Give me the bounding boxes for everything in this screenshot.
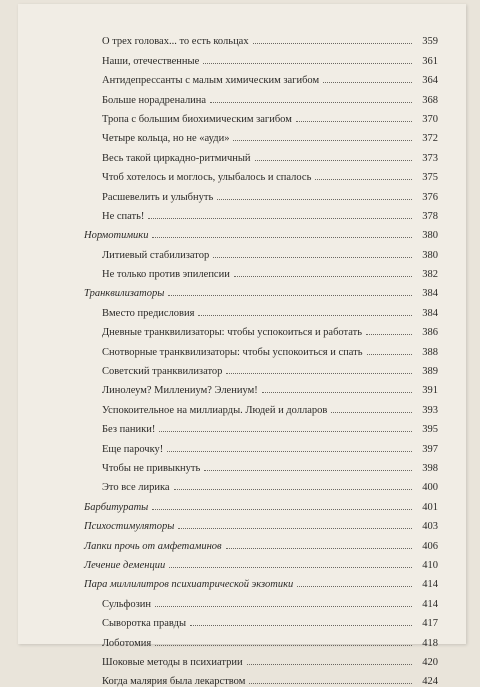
toc-entry-title: Чтобы не привыкнуть [102, 462, 201, 474]
toc-section-entry [84, 222, 438, 241]
toc-subsection-entry [84, 668, 438, 687]
dot-leader [217, 198, 412, 200]
dot-leader [233, 139, 412, 141]
toc-subsection-entry [84, 203, 438, 222]
dot-leader [203, 62, 412, 64]
toc-entry-title: Снотворные транквилизаторы: чтобы успокоиться и спать [102, 346, 363, 358]
toc-entry-title: Нормотимики [84, 230, 149, 242]
toc-subsection-entry [84, 28, 438, 47]
dot-leader [323, 81, 412, 83]
toc-page-number: 393 [422, 404, 438, 416]
toc-entry-title: Чтоб хотелось и моглось, улыбалось и спалось [102, 172, 312, 184]
toc-subsection-entry [84, 377, 438, 396]
toc-entry-title: Лапки прочь от амфетаминов [84, 540, 222, 552]
dot-leader [198, 314, 412, 316]
toc-subsection-entry [84, 319, 438, 338]
toc-section-entry [84, 571, 438, 590]
toc-section-entry [84, 552, 438, 571]
toc-subsection-entry [84, 106, 438, 125]
dot-leader [213, 256, 412, 258]
dot-leader [234, 275, 412, 277]
toc-page-number: 410 [422, 559, 438, 571]
dot-leader [152, 508, 412, 510]
toc-page-number: 368 [422, 94, 438, 106]
toc-page-number: 420 [422, 656, 438, 668]
toc-entry-title: Тропа с большим биохимическим загибом [102, 113, 292, 125]
toc-subsection-entry [84, 144, 438, 163]
toc-entry-title: Линолеум? Миллениум? Элениум! [102, 385, 258, 397]
toc-page-number: 384 [422, 307, 438, 319]
toc-entry-title: Не спать! [102, 210, 145, 222]
toc-entry-title: Наши, отечественные [102, 55, 200, 67]
toc-subsection-entry [84, 474, 438, 493]
toc-entry-title: Литиевый стабилизатор [102, 249, 210, 261]
toc-entry-title: Четыре кольца, но не «ауди» [102, 133, 230, 145]
dot-leader [255, 159, 412, 161]
toc-entry-title: Шоковые методы в психиатрии [102, 656, 243, 668]
toc-page-number: 380 [422, 249, 438, 261]
toc-entry-title: Успокоительное на миллиарды. Людей и долларов [102, 404, 328, 416]
toc-subsection-entry [84, 299, 438, 318]
toc-subsection-entry [84, 183, 438, 202]
toc-entry-title: Антидепрессанты с малым химическим загибом [102, 75, 320, 87]
toc-page-number: 375 [422, 172, 438, 184]
toc-subsection-entry [84, 396, 438, 415]
toc-page-number: 370 [422, 113, 438, 125]
dot-leader [262, 391, 412, 393]
dot-leader [366, 333, 412, 335]
toc-subsection-entry [84, 67, 438, 86]
toc-subsection-entry [84, 241, 438, 260]
toc-page-number: 418 [422, 637, 438, 649]
toc-subsection-entry [84, 629, 438, 648]
toc-entry-title: Лоботомия [102, 637, 152, 649]
toc-page-number: 398 [422, 462, 438, 474]
dot-leader [204, 469, 412, 471]
toc-page-number: 424 [422, 676, 438, 687]
toc-entry-title: Дневные транквилизаторы: чтобы успокоиться и работать [102, 327, 363, 339]
toc-page-number: 364 [422, 75, 438, 87]
toc-subsection-entry [84, 261, 438, 280]
toc-page-number: 403 [422, 521, 438, 533]
dot-leader [190, 624, 412, 626]
toc-page-number: 382 [422, 269, 438, 281]
toc-section-entry [84, 493, 438, 512]
toc-subsection-entry [84, 164, 438, 183]
toc-page-number: 380 [422, 230, 438, 242]
dot-leader [174, 488, 412, 490]
toc-page-number: 359 [422, 36, 438, 48]
dot-leader [331, 411, 412, 413]
dot-leader [253, 42, 412, 44]
dot-leader [297, 585, 412, 587]
toc-page-number: 406 [422, 540, 438, 552]
toc-section-entry [84, 280, 438, 299]
toc-entry-title: Пара миллилитров психиатрической экзотики [84, 579, 294, 591]
dot-leader [155, 644, 412, 646]
toc-entry-title: Вместо предисловия [102, 307, 195, 319]
dot-leader [226, 547, 412, 549]
toc-page-number: 376 [422, 191, 438, 203]
toc-entry-title: Лечение деменции [84, 559, 166, 571]
dot-leader [247, 663, 412, 665]
toc-entry-title: Это все лирика [102, 482, 170, 494]
toc-page-number: 372 [422, 133, 438, 145]
toc-entry-title: Больше норадреналина [102, 94, 207, 106]
toc-page-number: 378 [422, 210, 438, 222]
toc-entry-title: Еще парочку! [102, 443, 164, 455]
toc-entry-title: Без паники! [102, 424, 156, 436]
toc-entry-title: Сыворотка правды [102, 618, 186, 630]
toc-entry-title: Сульфозин [102, 598, 151, 610]
toc-page-number: 384 [422, 288, 438, 300]
dot-leader [169, 566, 412, 568]
toc-page-number: 400 [422, 482, 438, 494]
toc-page-number: 389 [422, 366, 438, 378]
toc-page-number: 373 [422, 152, 438, 164]
toc-section-entry [84, 513, 438, 532]
dot-leader [148, 217, 412, 219]
toc-subsection-entry [84, 610, 438, 629]
toc-subsection-entry [84, 435, 438, 454]
toc-section-entry [84, 532, 438, 551]
toc-page-number: 397 [422, 443, 438, 455]
toc-entry-title: О трех головах... то есть кольцах [102, 36, 249, 48]
dot-leader [210, 101, 412, 103]
toc-subsection-entry [84, 358, 438, 377]
toc-entry-title: Барбитураты [84, 501, 149, 513]
toc-page-number: 386 [422, 327, 438, 339]
book-page [18, 4, 466, 687]
table-of-contents [84, 28, 438, 687]
toc-page-number: 388 [422, 346, 438, 358]
dot-leader [315, 178, 412, 180]
toc-entry-title: Психостимуляторы [84, 521, 175, 533]
toc-entry-title: Расшевелить и улыбнуть [102, 191, 214, 203]
toc-subsection-entry [84, 338, 438, 357]
toc-page-number: 391 [422, 385, 438, 397]
toc-page-number: 414 [422, 579, 438, 591]
toc-subsection-entry [84, 455, 438, 474]
toc-page-number: 395 [422, 424, 438, 436]
toc-entry-title: Весь такой циркадно-ритмичный [102, 152, 251, 164]
toc-subsection-entry [84, 649, 438, 668]
dot-leader [367, 353, 412, 355]
toc-subsection-entry [84, 47, 438, 66]
toc-page-number: 361 [422, 55, 438, 67]
toc-subsection-entry [84, 125, 438, 144]
toc-entry-title: Транквилизаторы [84, 288, 165, 300]
dot-leader [155, 605, 412, 607]
toc-entry-title: Не только против эпилепсии [102, 269, 230, 281]
toc-subsection-entry [84, 86, 438, 105]
toc-page-number: 414 [422, 598, 438, 610]
dot-leader [152, 236, 412, 238]
dot-leader [168, 294, 412, 296]
toc-page-number: 417 [422, 618, 438, 630]
toc-entry-title: Советский транквилизатор [102, 366, 223, 378]
dot-leader [249, 682, 412, 684]
toc-subsection-entry [84, 590, 438, 609]
toc-entry-title: Когда малярия была лекарством [102, 676, 246, 687]
dot-leader [178, 527, 412, 529]
dot-leader [226, 372, 412, 374]
dot-leader [159, 430, 412, 432]
toc-subsection-entry [84, 416, 438, 435]
dot-leader [167, 450, 412, 452]
toc-page-number: 401 [422, 501, 438, 513]
dot-leader [296, 120, 412, 122]
